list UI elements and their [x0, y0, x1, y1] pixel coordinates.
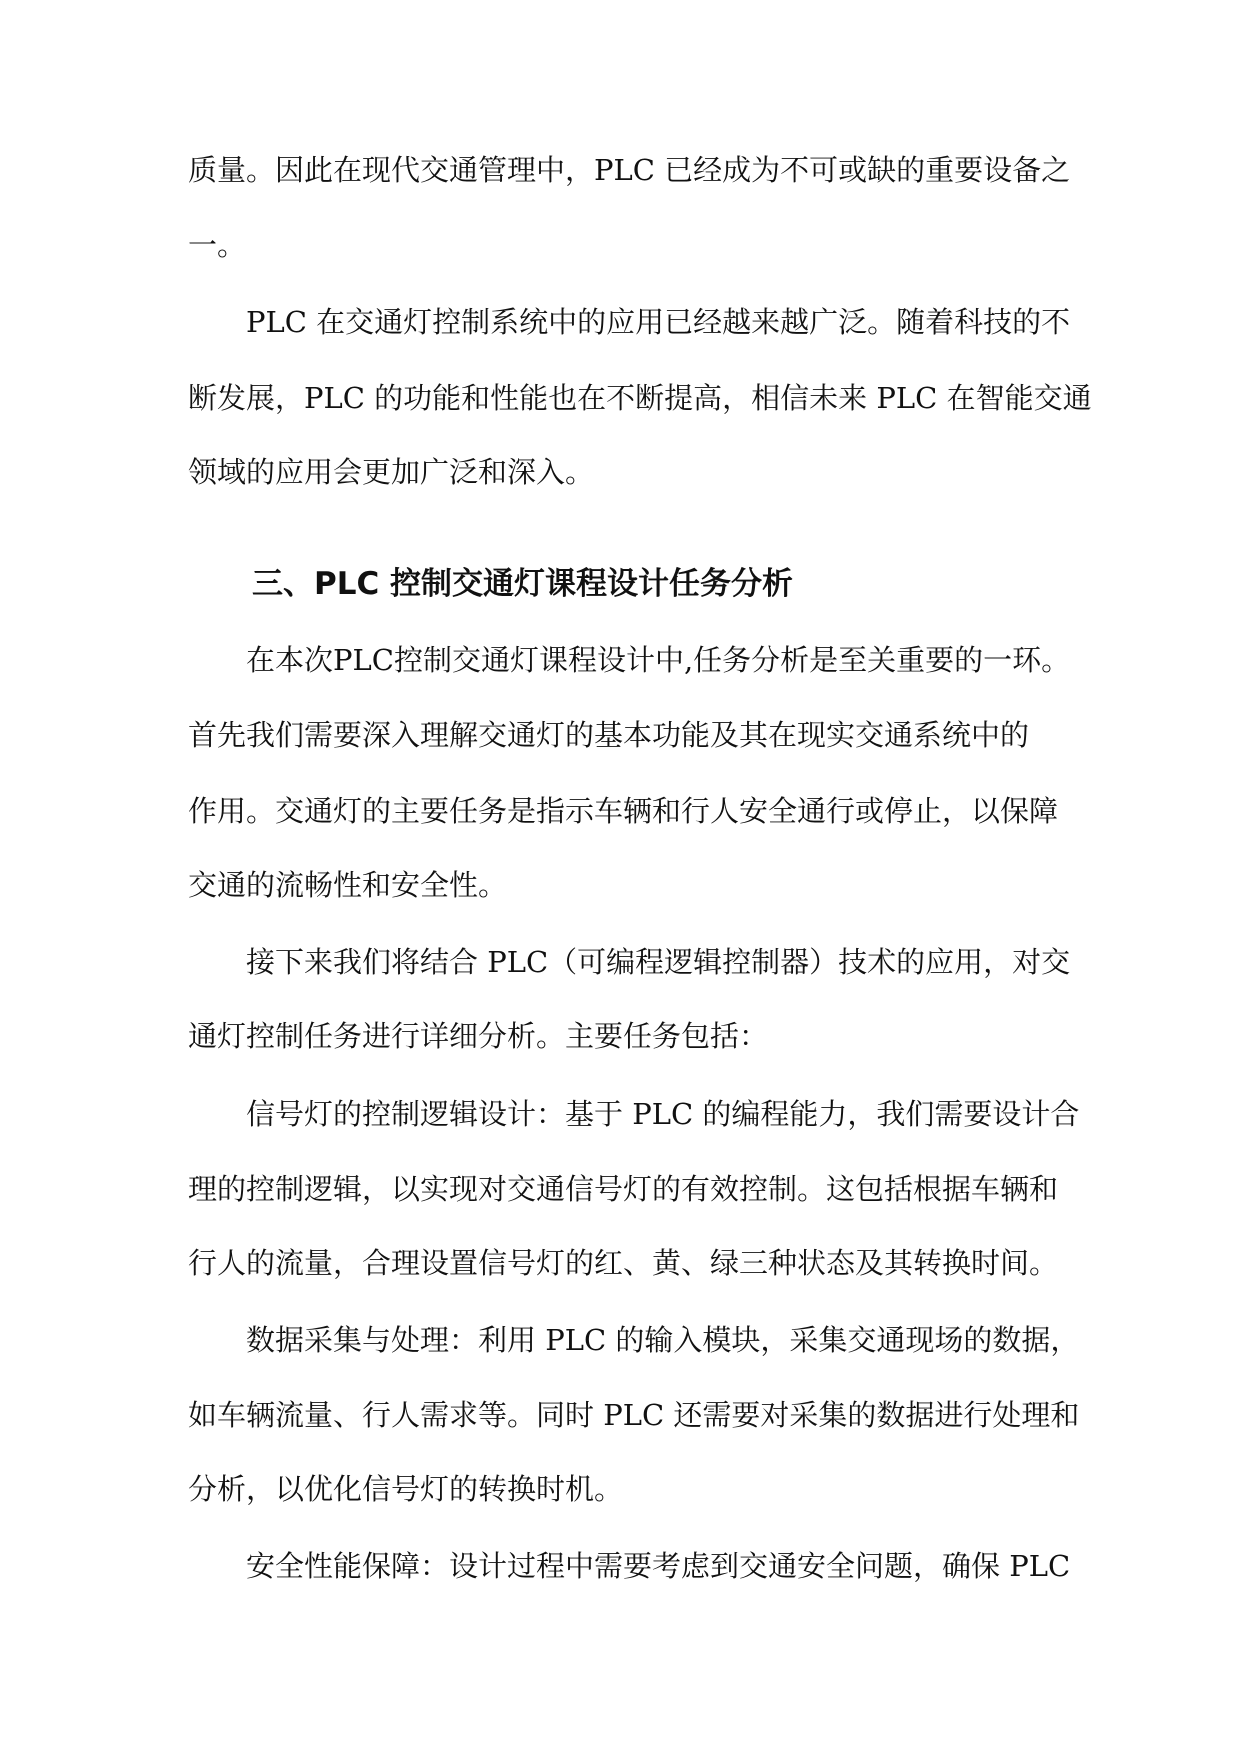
s3-p3-line-3: 行人的流量，合理设置信号灯的红、黄、绿三种状态及其转换时间。: [188, 1246, 1059, 1280]
s3-p1-line-3: 作用。交通灯的主要任务是指示车辆和行人安全通行或停止，以保障: [188, 794, 1059, 828]
s3-p4-line-2: 如车辆流量、行人需求等。同时 PLC 还需要对采集的数据进行处理和: [188, 1398, 1080, 1432]
s3-p2-line-1: 接下来我们将结合 PLC（可编程逻辑控制器）技术的应用，对交: [246, 945, 1071, 979]
intro-p1-line-2: 一。: [188, 228, 247, 262]
s3-p2-line-2: 通灯控制任务进行详细分析。主要任务包括：: [188, 1019, 769, 1053]
intro-p2-line-1: PLC 在交通灯控制系统中的应用已经越来越广泛。随着科技的不: [246, 305, 1071, 339]
s3-p4-line-3: 分析，以优化信号灯的转换时机。: [188, 1472, 624, 1506]
s3-p1-line-2: 首先我们需要深入理解交通灯的基本功能及其在现实交通系统中的: [188, 718, 1030, 752]
intro-p1-line-1: 质量。因此在现代交通管理中，PLC 已经成为不可或缺的重要设备之: [188, 153, 1071, 187]
s3-p4-line-1: 数据采集与处理：利用 PLC 的输入模块，采集交通现场的数据，: [246, 1323, 1080, 1357]
intro-p2-line-3: 领域的应用会更加广泛和深入。: [188, 455, 595, 489]
intro-p2-line-2: 断发展，PLC 的功能和性能也在不断提高，相信未来 PLC 在智能交通: [188, 381, 1092, 415]
s3-p5-line-1: 安全性能保障：设计过程中需要考虑到交通安全问题，确保 PLC: [246, 1549, 1071, 1583]
s3-p1-line-1: 在本次PLC控制交通灯课程设计中,任务分析是至关重要的一环。: [246, 643, 1071, 677]
s3-p3-line-2: 理的控制逻辑，以实现对交通信号灯的有效控制。这包括根据车辆和: [188, 1172, 1059, 1206]
s3-p3-line-1: 信号灯的控制逻辑设计：基于 PLC 的编程能力，我们需要设计合: [246, 1097, 1080, 1131]
section-heading: 三、PLC 控制交通灯课程设计任务分析: [252, 566, 794, 602]
s3-p1-line-4: 交通的流畅性和安全性。: [188, 868, 508, 902]
